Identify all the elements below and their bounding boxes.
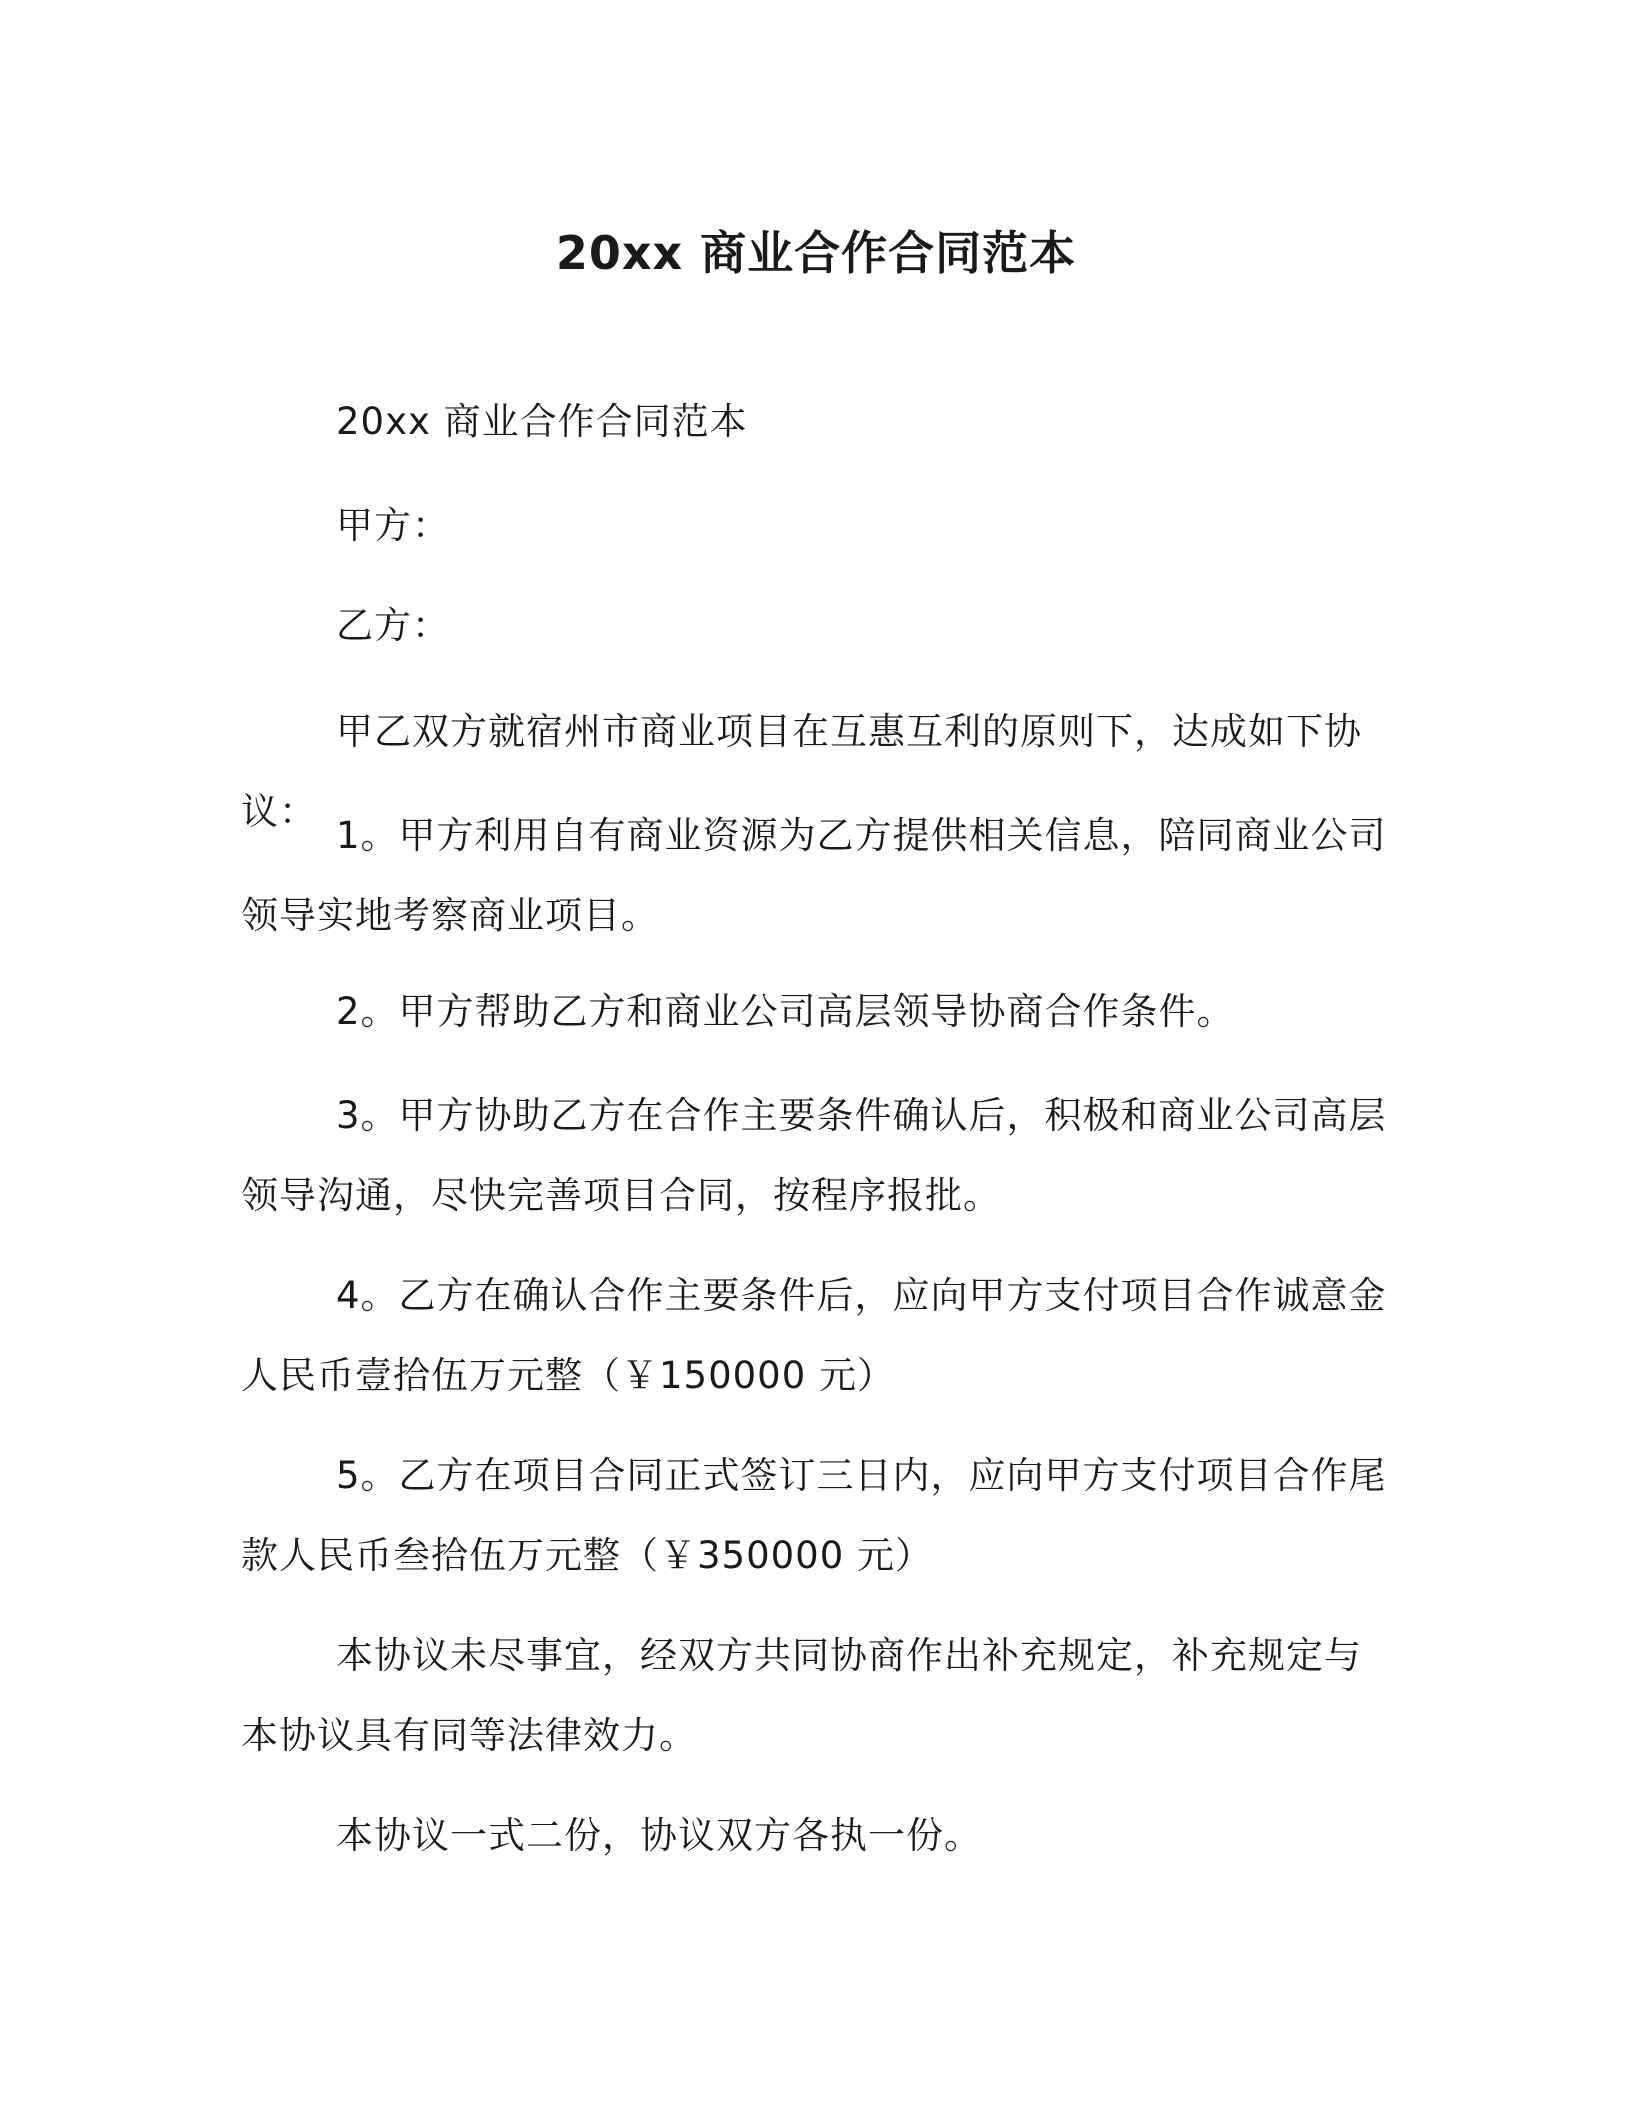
clause-5-paragraph: 5。乙方在项目合同正式签订三日内，应向甲方支付项目合作尾款人民币叁拾伍万元整（￥350000 元） bbox=[241, 1454, 1387, 1577]
clause-1-paragraph: 1。甲方利用自有商业资源为乙方提供相关信息，陪同商业公司领导实地考察商业项目。 bbox=[241, 814, 1387, 937]
document-title: 20xx 商业合作合同范本 bbox=[555, 226, 1077, 280]
party-a-paragraph: 甲方： bbox=[336, 504, 450, 547]
copies-paragraph: 本协议一式二份，协议双方各执一份。 bbox=[336, 1814, 982, 1857]
subtitle-paragraph: 20xx 商业合作合同范本 bbox=[336, 400, 748, 443]
clause-2-paragraph: 2。甲方帮助乙方和商业公司高层领导协商合作条件。 bbox=[336, 990, 1235, 1033]
supplement-paragraph: 本协议未尽事宜，经双方共同协商作出补充规定，补充规定与本协议具有同等法律效力。 bbox=[241, 1634, 1362, 1757]
party-b-paragraph: 乙方： bbox=[336, 604, 450, 647]
clause-3-paragraph: 3。甲方协助乙方在合作主要条件确认后，积极和商业公司高层领导沟通，尽快完善项目合同，按程序报批。 bbox=[241, 1094, 1387, 1217]
clause-4-paragraph: 4。乙方在确认合作主要条件后，应向甲方支付项目合作诚意金人民币壹拾伍万元整（￥150000 元） bbox=[241, 1274, 1387, 1397]
intro-paragraph: 甲乙双方就宿州市商业项目在互惠互利的原则下，达成如下协议： bbox=[241, 710, 1362, 833]
